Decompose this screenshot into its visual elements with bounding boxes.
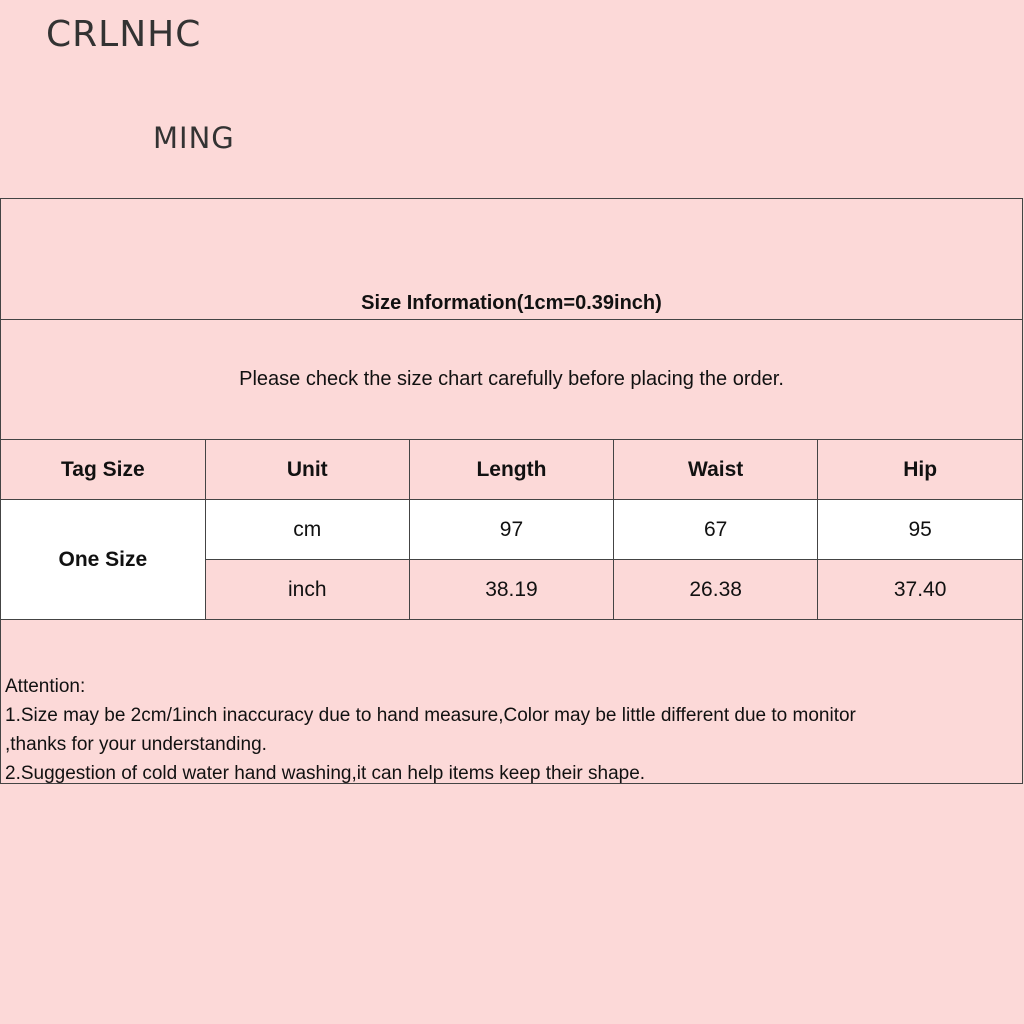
attention-line-2: ,thanks for your understanding. [5,734,267,755]
attention-section [1,620,1022,783]
attention-line-3: 2.Suggestion of cold water hand washing,it can help items keep their shape. [5,763,646,784]
header-hip: Hip [818,440,1022,500]
size-chart-title-row [1,199,1022,320]
length-cell: 97 [409,500,613,560]
attention-line-1: 1.Size may be 2cm/1inch inaccuracy due to hand measure,Color may be little different due to monitor [5,705,856,726]
waist-cell: 67 [614,500,818,560]
table-header-row [1,440,1022,500]
unit-cell: inch [205,560,409,620]
length-cell: 38.19 [409,560,613,620]
size-chart-notice: Please check the size chart carefully before placing the order. [1,320,1022,440]
header-waist: Waist [614,440,818,500]
brand-name: CRLNHC [46,14,202,55]
tag-size-cell: One Size [1,500,205,620]
header-tag-size: Tag Size [1,440,205,500]
size-chart [0,198,1023,784]
header-unit: Unit [205,440,409,500]
size-table [1,440,1022,620]
unit-cell: cm [205,500,409,560]
header-length: Length [409,440,613,500]
attention-heading: Attention: [5,676,86,697]
table-row [1,500,1022,560]
waist-cell: 26.38 [614,560,818,620]
sub-brand-name: MING [153,121,235,155]
hip-cell: 37.40 [818,560,1022,620]
hip-cell: 95 [818,500,1022,560]
size-chart-title: Size Information(1cm=0.39inch) [361,292,662,314]
